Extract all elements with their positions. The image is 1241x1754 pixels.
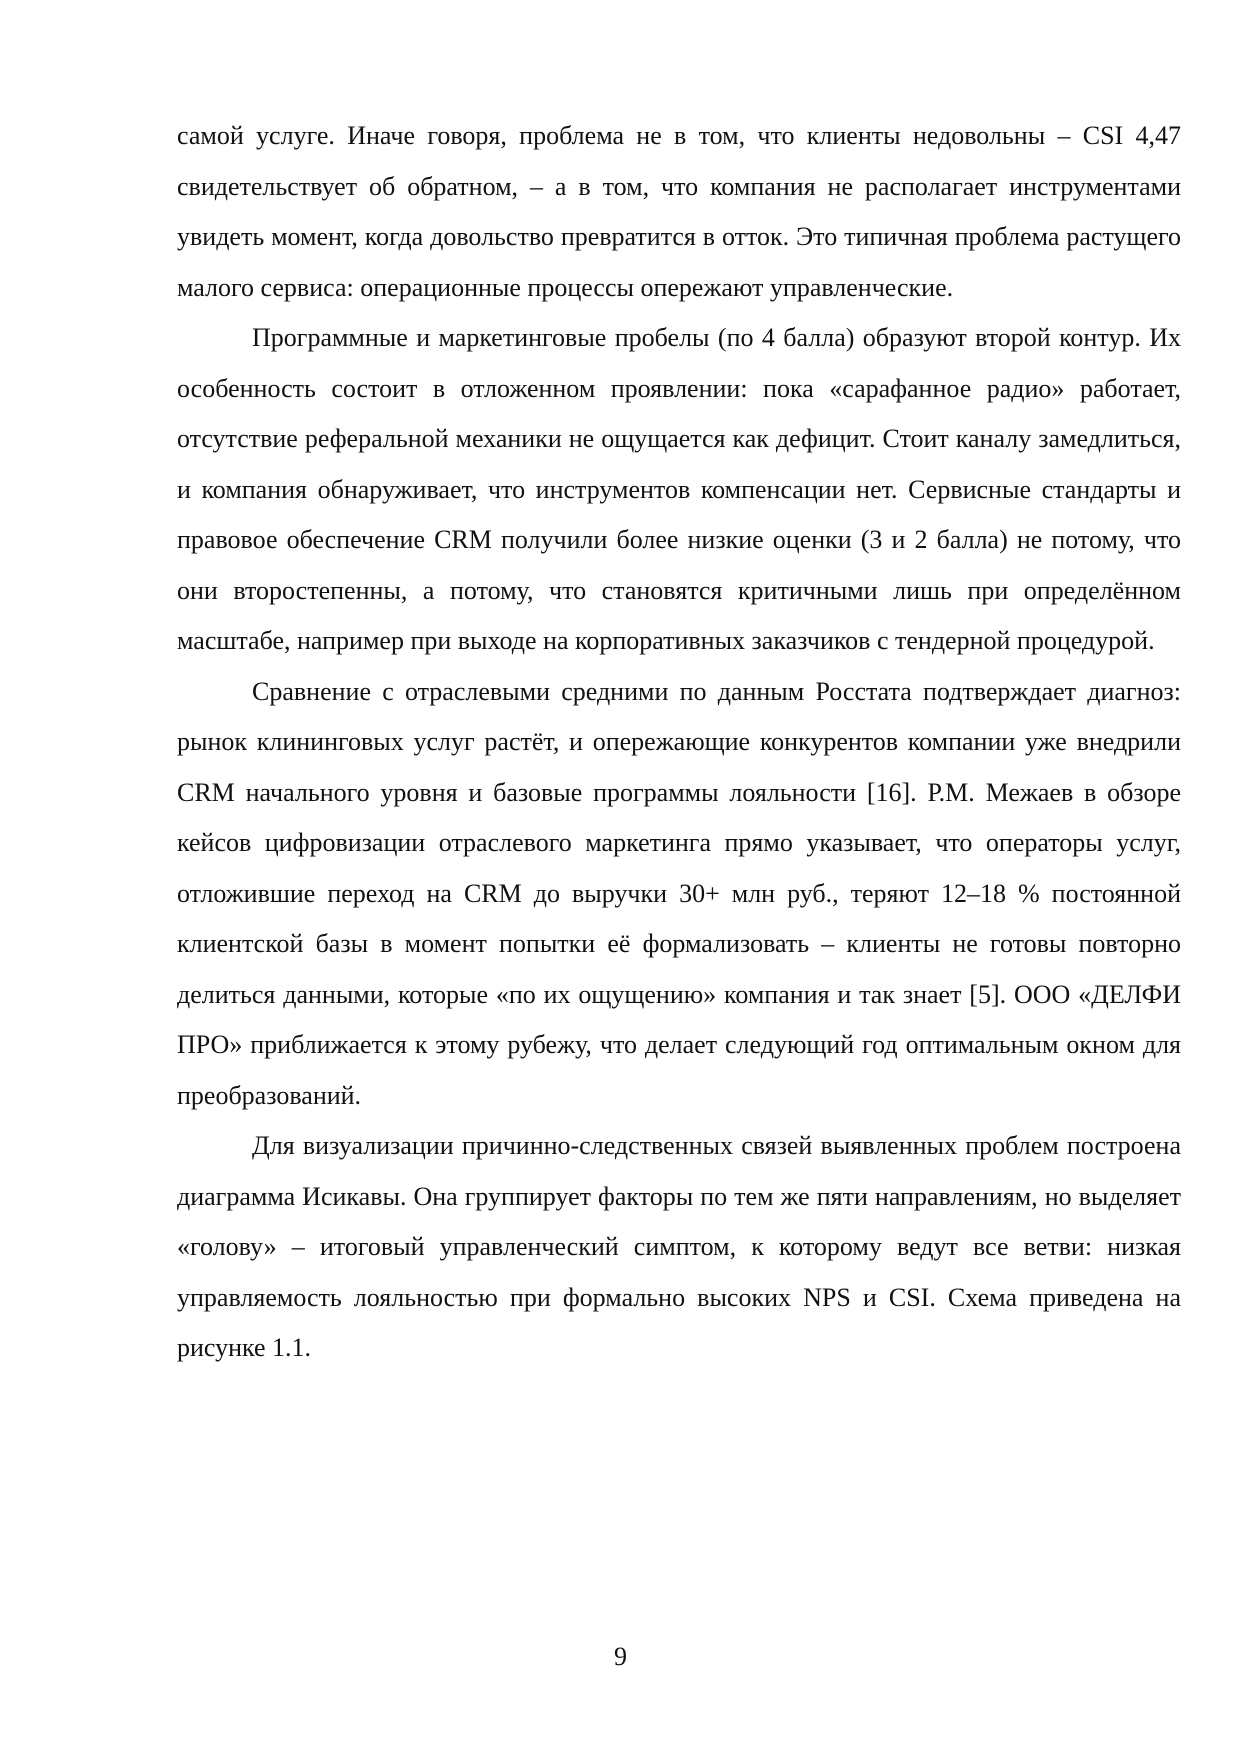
paragraph-gaps: Программные и маркетинговые пробелы (по 4 балла) образуют второй контур. Их особенность состоит в отложенном проявлении: пока «сарафанное радио» работает, отсутствие реферальной механики не ощущается как дефицит. Стоит каналу замедлиться, и компания обнаруживает, что инструментов компенсации нет. Сервисные стандарты и правовое обеспечение CRM получили более низкие оценки (3 и 2 балла) не потому, что они второстепенны, а потому, что становятся критичными лишь при определённом масштабе, например при выходе на корпоративных заказчиков с тендерной процедурой. (177, 323, 1181, 655)
page-number: 9 (614, 1642, 627, 1671)
paragraph-continued: самой услуге. Иначе говоря, проблема не в том, что клиенты недовольны – CSI 4,47 свидетельствует об обратном, – а в том, что компания не располагает инструментами увидеть момент, когда довольство превратится в отток. Это типичная проблема растущего малого сервиса: операционные процессы опережают управленческие. (177, 121, 1181, 302)
paragraph-comparison: Сравнение с отраслевыми средними по данным Росстата подтверждает диагноз: рынок клининговых услуг растёт, и опережающие конкурентов компании уже внедрили CRM начального уровня и базовые программы лояльности [16]. Р.М. Межаев в обзоре кейсов цифровизации отраслевого маркетинга прямо указывает, что операторы услуг, отложившие переход на CRM до выручки 30+ млн руб., теряют 12–18 % постоянной клиентской базы в момент попытки её формализовать – клиенты не готовы повторно делиться данными, которые «по их ощущению» компания и так знает [5]. ООО «ДЕЛФИ ПРО» приближается к этому рубежу, что делает следующий год оптимальным окном для преобразований. (177, 676, 1181, 1110)
paragraph-ishikawa: Для визуализации причинно-следственных связей выявленных проблем построена диаграмма Исикавы. Она группирует факторы по тем же пяти направлениям, но выделяет «голову» – итоговый управленческий симптом, к которому ведут все ветви: низкая управляемость лояльностью при формально высоких NPS и CSI. Схема приведена на рисунке 1.1. (177, 1131, 1181, 1362)
body-text (177, 111, 1181, 1374)
